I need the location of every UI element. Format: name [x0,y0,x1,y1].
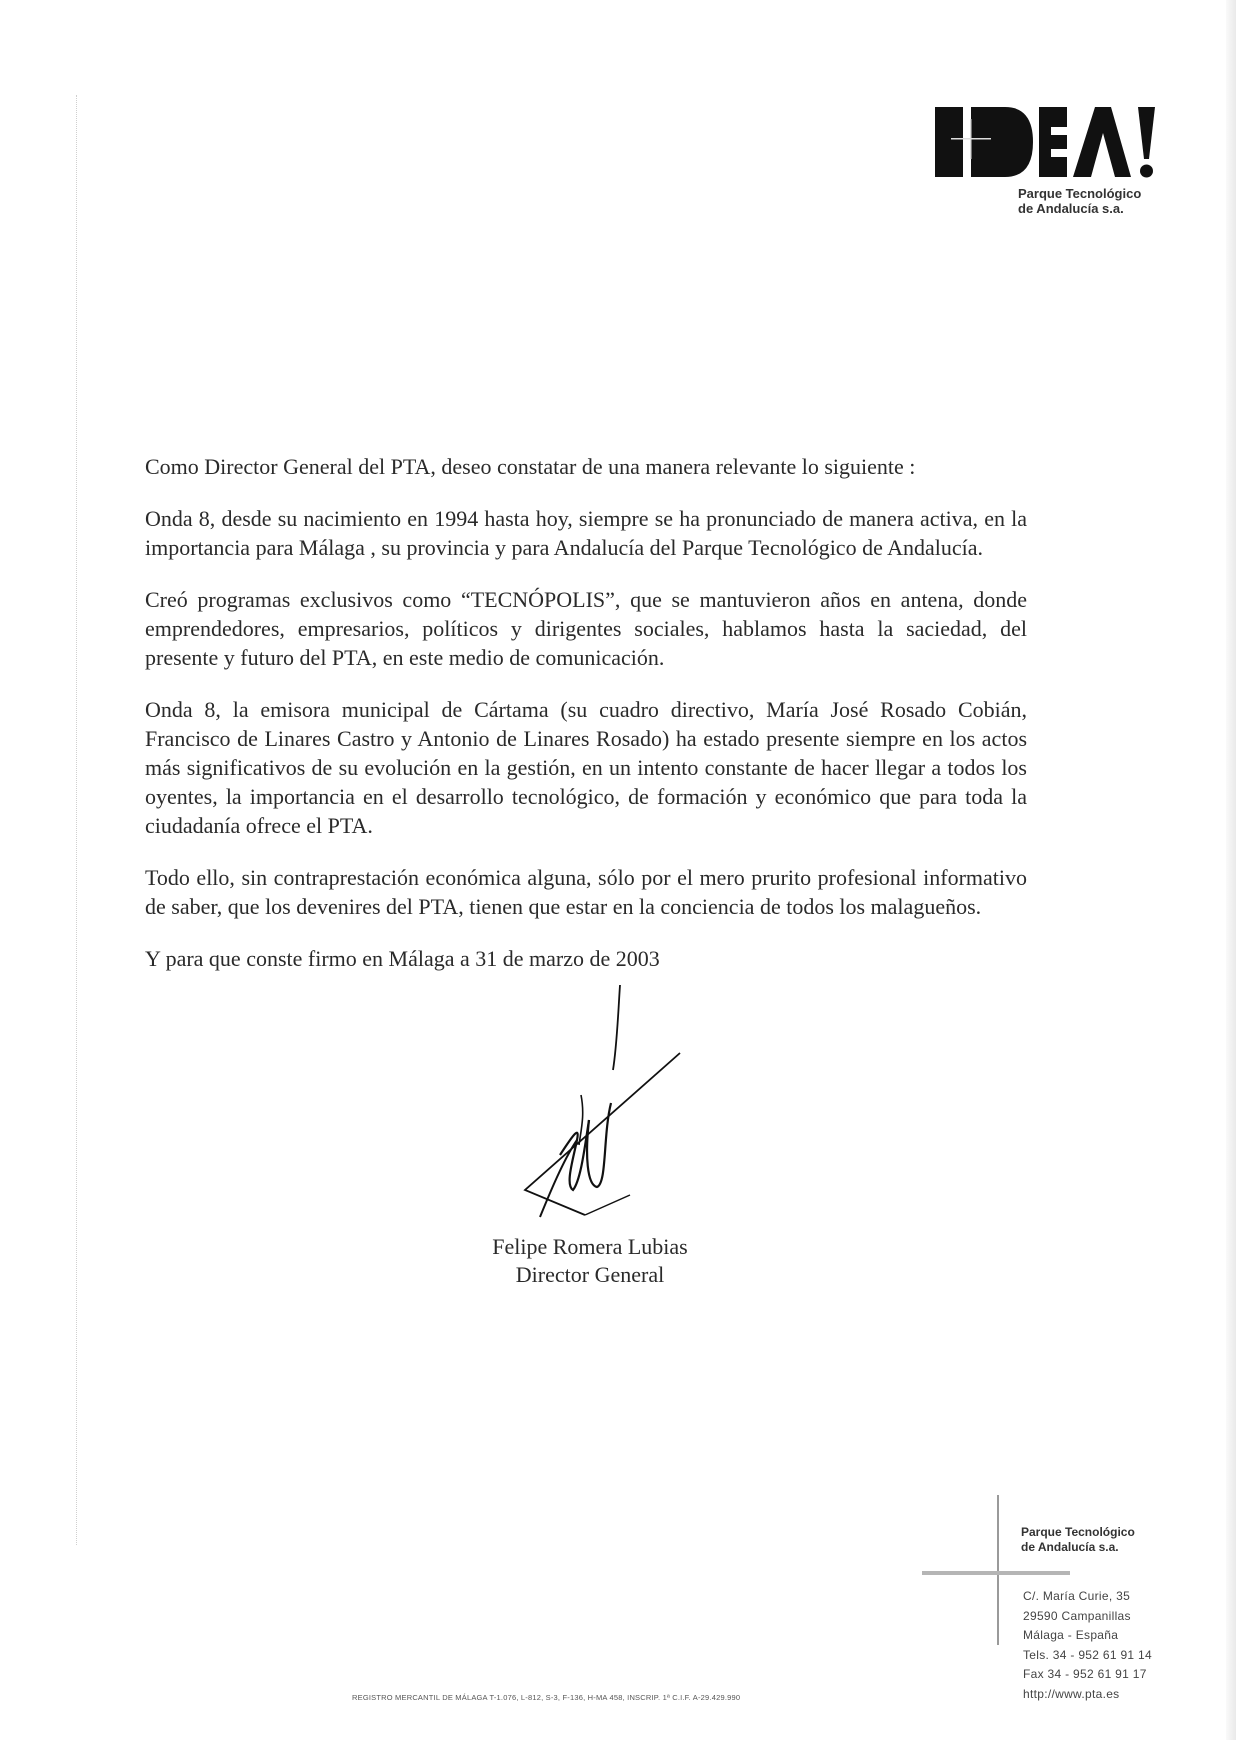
signatory-title: Director General [515,1262,665,1287]
idea-pta-logo [935,105,1160,185]
address-street: C/. María Curie, 35 [1023,1589,1131,1603]
paragraph-no-compensation: Todo ello, sin contraprestación económica alguna, sólo por el mero prurito profesional informativo de saber, que los devenires del PTA, tienen que estar en la conciencia de todos los malagueños. [145,865,1027,919]
paragraph-tecnopolis: Creó programas exclusivos como “TECNÓPOLIS”, que se mantuvieron años en antena, donde emprendedores, empresarios, políticos y dirigentes sociales, hablamos hasta la saciedad, del presente y futuro del PTA, en este medio de comunicación. [145,587,1027,670]
footer-company-line1: Parque Tecnológico [1021,1525,1135,1539]
signatory-block [440,1233,740,1289]
page-right-edge [1226,0,1236,1740]
registry-line: REGISTRO MERCANTIL DE MÁLAGA T-1.076, L-812, S-3, F-136, H-MA 458, INSCRIP. 1ª C.I.F. A-29.429.990 [352,1693,741,1702]
footer-cross-vertical [997,1495,999,1645]
paragraph-onda8-history: Onda 8, desde su nacimiento en 1994 hasta hoy, siempre se ha pronunciado de manera activa, en la importancia para Málaga , su provincia y para Andalucía del Parque Tecnológico de Andalucía. [145,506,1027,560]
address-phone: Tels. 34 - 952 61 91 14 [1023,1647,1152,1662]
letterhead-company-line2: de Andalucía s.a. [1018,201,1124,216]
address-fax: Fax 34 - 952 61 91 17 [1023,1667,1147,1681]
paragraph-onda8-cartama: Onda 8, la emisora municipal de Cártama (su cuadro directivo, María José Rosado Cobián, Francisco de Linares Castro y Antonio de Linares Rosado) ha estado presente siempre en los actos más significativos de su evolución en la gestión, en un intento constante de hacer llegar a todos los oyentes, la importancia en el desarrollo tecnológico, de formación y económico que para toda la ciudadanía ofrece el PTA. [145,697,1027,838]
address-city: Málaga - España [1023,1628,1119,1642]
page-left-edge [76,95,77,1545]
letter-body [145,452,1027,996]
handwritten-signature [485,985,685,1230]
address-postal: 29590 Campanillas [1023,1608,1131,1623]
footer-company-line2: de Andalucía s.a. [1021,1540,1119,1554]
footer-address [1023,1587,1152,1704]
paragraph-signature-date: Y para que conste firmo en Málaga a 31 de marzo de 2003 [145,946,660,971]
paragraph-intro: Como Director General del PTA, deseo constatar de una manera relevante lo siguiente : [145,454,916,479]
letterhead-company-name [1018,186,1141,216]
letterhead-company-line1: Parque Tecnológico [1018,186,1142,201]
address-website: http://www.pta.es [1023,1686,1120,1701]
footer-cross-horizontal [922,1571,1070,1575]
footer-company-name [1021,1525,1135,1555]
signatory-name: Felipe Romera Lubias [492,1234,688,1259]
